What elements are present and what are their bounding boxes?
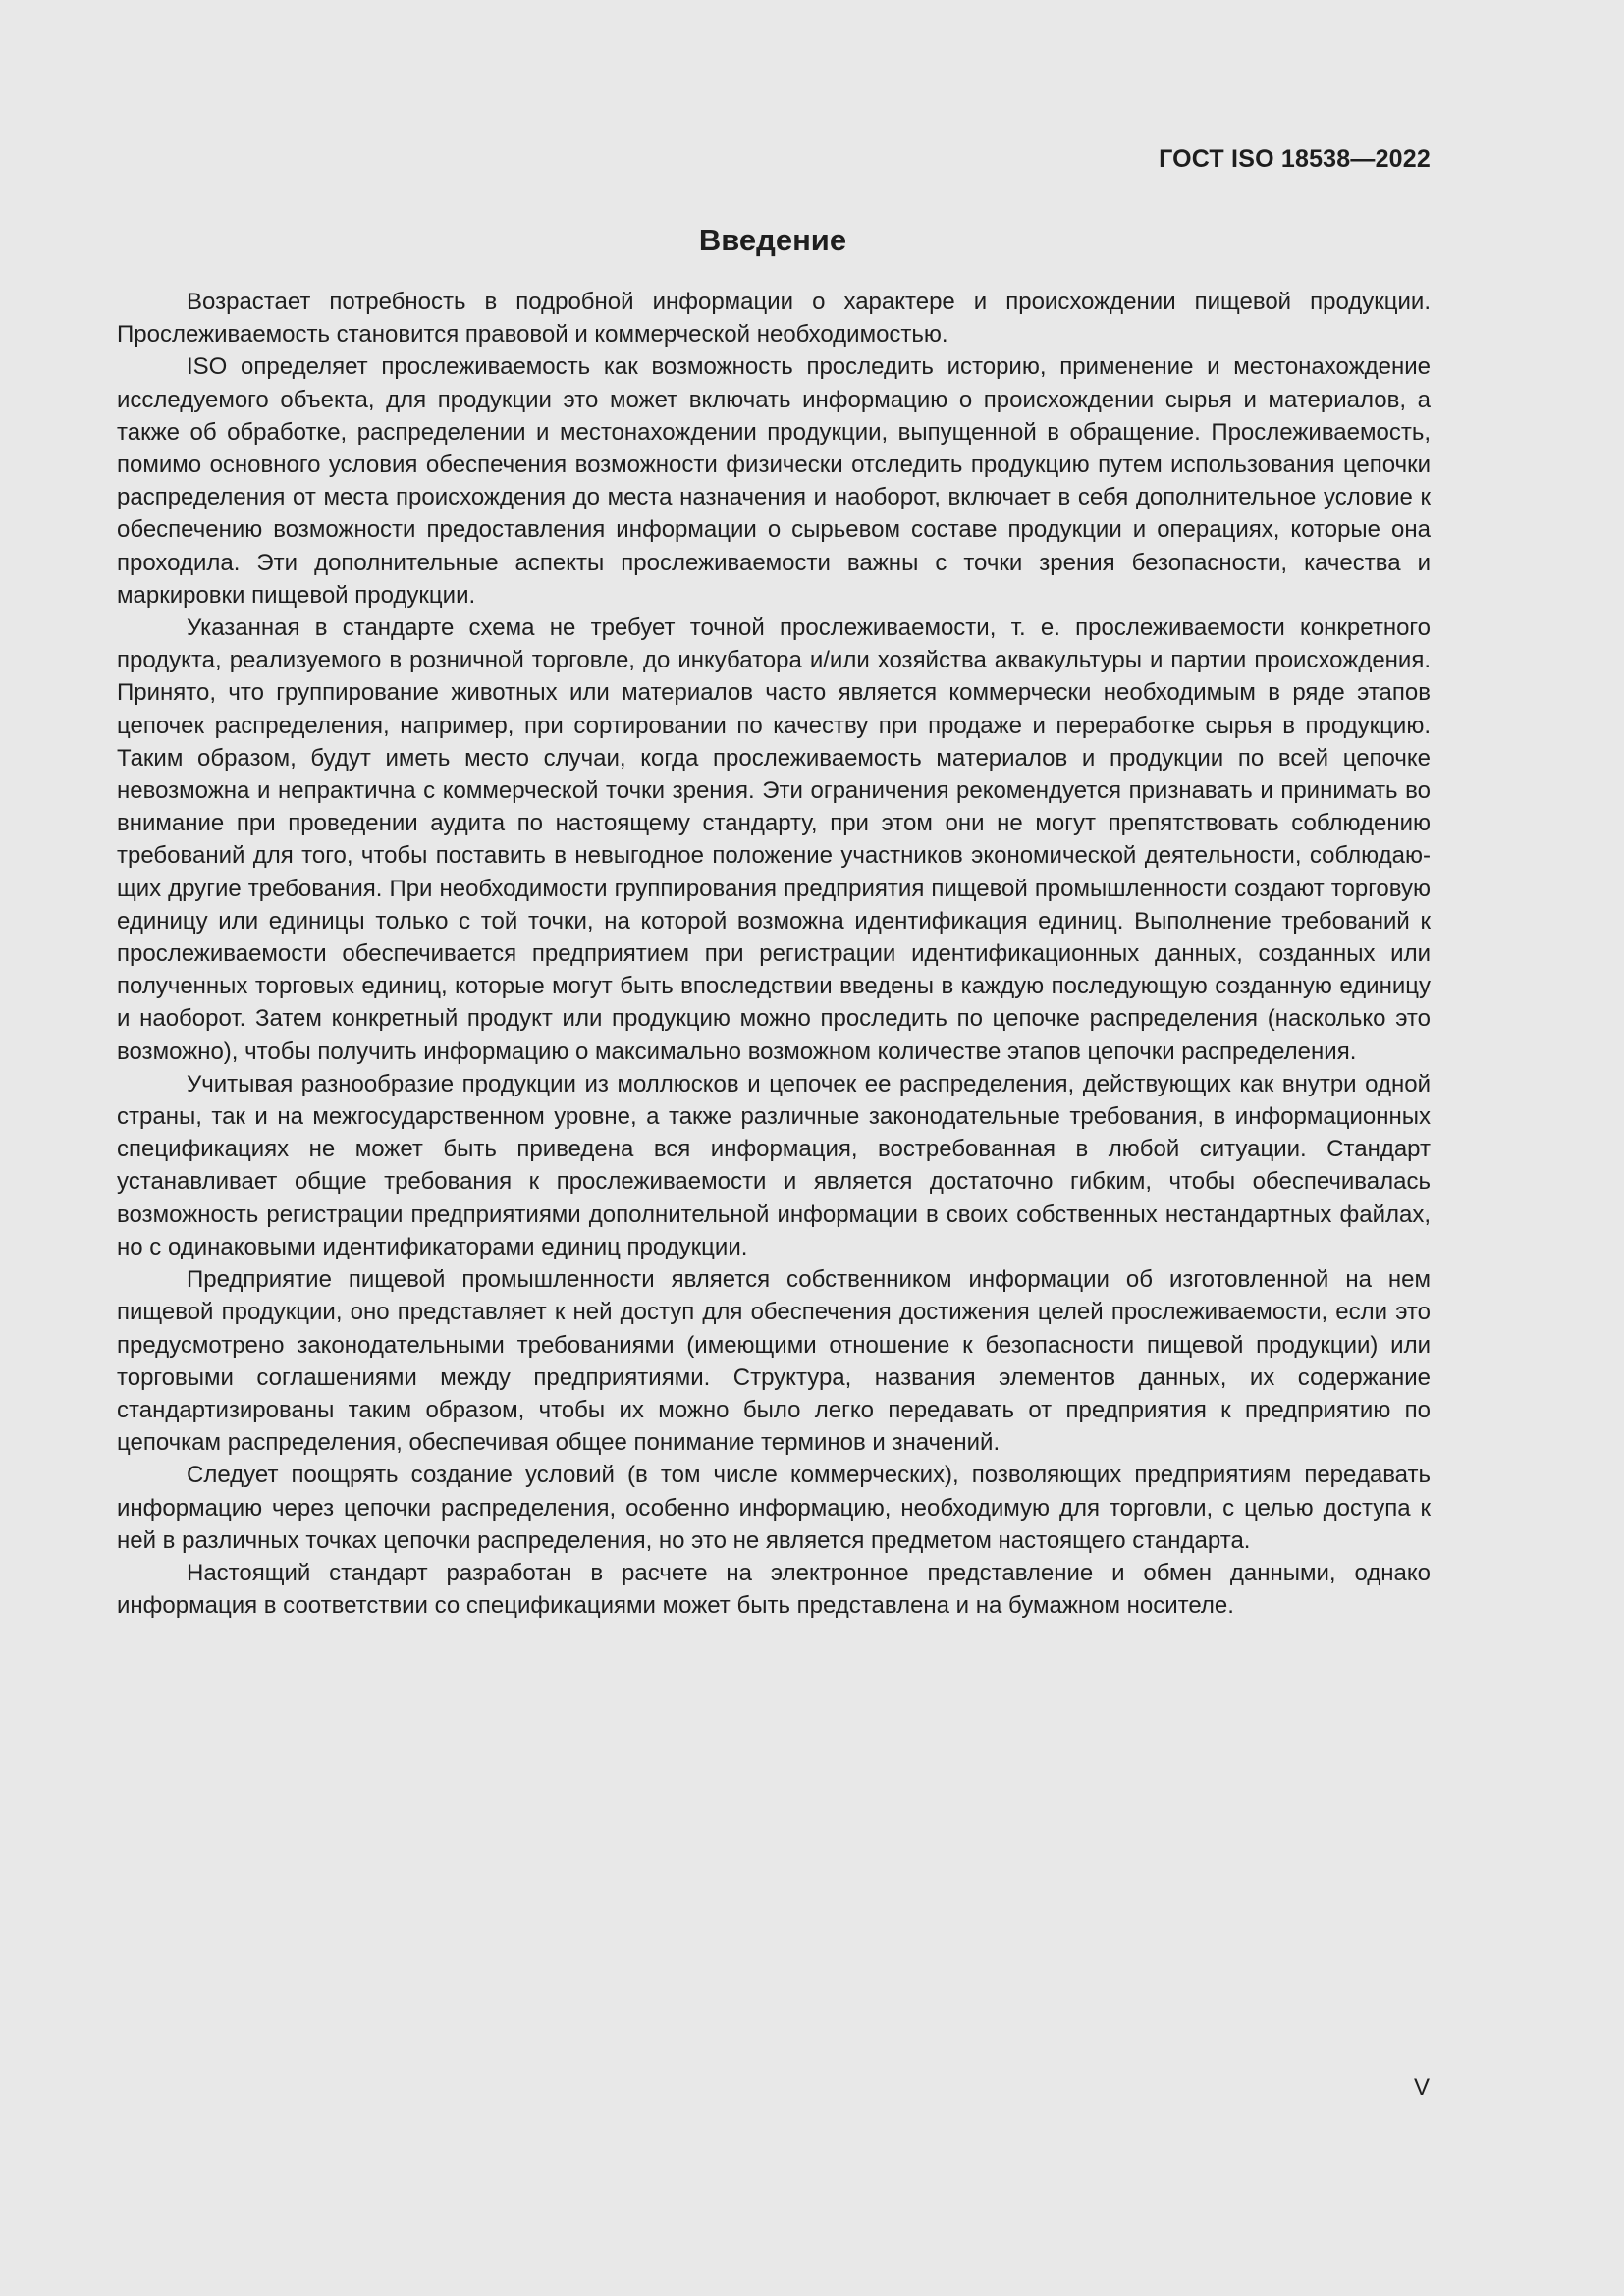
paragraph: Возрастает потребность в подробной информации о характере и происхождении пищевой продукции. Прослеживаемость становится правовой и коммерческой необходимостью. <box>117 289 1431 348</box>
page-number: V <box>1413 2074 1430 2101</box>
paragraph: Учитывая разнообразие продукции из моллюсков и цепочек ее распределения, действующих как внутри одной страны, так и на межгосударственном уровне, а также различные законодательные требования, в информационных спецификациях не может быть приведена вся информация, востребованная в любой ситуации. Стандарт устанавливает общие требования к прослеживаемости и является достаточно гибким, чтобы обеспечивалась возможность регистрации предприятиями дополнительной информации в своих собственных нестандартных файлах, но с одинаковыми идентификаторами единиц продукции. <box>117 1070 1431 1260</box>
section-title: Введение <box>698 223 847 257</box>
paragraph: Указанная в стандарте схема не требует точной прослеживаемости, т. е. прослеживаемости конкретного продукта, реализуемого в розничной торговле, до инкубатора и/или хозяйства аквакультуры и партии происхождения. Принято, что группирование животных или материалов часто является коммерчески необходимым в ряде этапов цепочек распределения, например, при сортировании по качеству при продаже и переработке сырья в продукцию. Таким образом, будут иметь место случаи, когда прослеживаемость материалов и продукции по всей цепочке невозможна и непрактична с коммерческой точки зрения. Эти ограничения рекомендуется признавать и принимать во внимание при проведении аудита по настоящему стандарту, при этом они не могут препятствовать соблюдению требований для того, чтобы поставить в невыгодное положение участников экономической деятельности, соблюдающих другие требования. При необходимости группирования предприятия пищевой промышленности создают торговую единицу или единицы только с той точки, на которой возможна идентификация единиц. Выполнение требований к прослеживаемости обеспечивается предприятием при регистрации идентификационных данных, созданных или полученных торговых единиц, которые могут быть впоследствии введены в каждую последующую созданную единицу и наоборот. Затем конкретный продукт или продукцию можно проследить по цепочке распределения (насколько это возможно), чтобы получить информацию о максимально возможном количестве этапов цепочки распределения. <box>117 614 1431 1065</box>
document-code-header: ГОСТ ISO 18538—2022 <box>1159 145 1431 173</box>
paragraph: Настоящий стандарт разработан в расчете на электронное представление и обмен данными, однако информация в соответствии со спецификациями может быть представлена и на бумажном носителе. <box>117 1559 1431 1620</box>
paragraph: Предприятие пищевой промышленности является собственником информации об изготовленной на нем пищевой продукции, оно представляет к ней доступ для обеспечения достижения целей прослеживаемости, если это предусмотрено законодательными требованиями (имеющими отношение к безопасности пищевой продукции) или торговыми соглашениями между предприятиями. Структура, названия элементов данных, их содержание стандартизированы таким образом, чтобы их можно было легко передавать от предприятия к предприятию по цепочкам распределения, обеспечивая общее понимание терминов и значений. <box>117 1266 1431 1457</box>
paragraph: ISO определяет прослеживаемость как возможность проследить историю, применение и местонахождение исследуемого объекта, для продукции это может включать информацию о происхождении сырья и материалов, а также об обработке, распределении и местонахождении продукции, выпущенной в обращение. Прослеживаемость, помимо основного условия обеспечения возможности физически отследить продукцию путем использования цепочки распределения от места происхождения до места назначения и наоборот, включает в себя дополнительное условие к обеспечению возможности предоставления информации о сырьевом составе продукции и операциях, которые она проходила. Эти дополнительные аспекты прослеживаемости важны с точки зрения безопасности, качества и маркировки пищевой продукции. <box>117 353 1431 609</box>
paragraph: Следует поощрять создание условий (в том числе коммерческих), позволяющих предприятиям передавать информацию через цепочки распределения, особенно информацию, необходимую для торговли, с целью доступа к ней в различных точках цепочки распределения, но это не является предметом настоящего стандарта. <box>117 1462 1431 1554</box>
section-body <box>117 286 1431 1622</box>
